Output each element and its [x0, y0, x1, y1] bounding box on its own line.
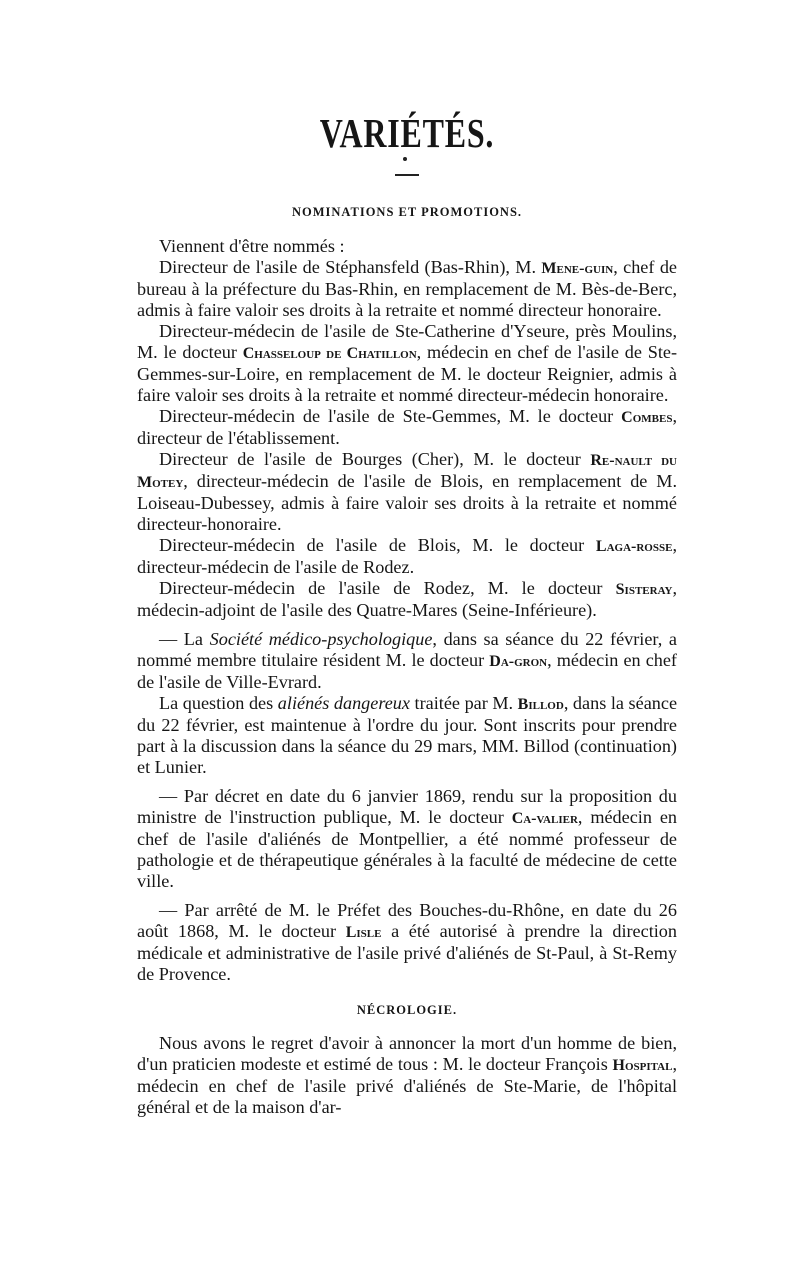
person-name: Chasseloup de Chatillon: [242, 345, 417, 362]
paragraph-text: a été autorisé à prendre la direction médicale et administrative de l'asile privé d'aliénés de St-Paul, à St-Remy de Provence.: [137, 921, 677, 984]
person-name: Lisle: [345, 924, 382, 941]
section-heading-necrologie: NÉCROLOGIE.: [356, 1003, 458, 1017]
paragraph-text: , directeur de l'établissement.: [137, 406, 677, 448]
paragraph-text: Nous avons le regret d'avoir à annoncer la mort d'un homme de bien, d'un praticien modeste et estimé de tous : M. le docteur François: [137, 1033, 677, 1074]
paragraph: [137, 257, 677, 321]
paragraph: [137, 321, 677, 406]
paragraph-text: — Par arrêté de M. le Préfet des Bouches-du-Rhône, en date du 26 août 1868, M. le docteur: [137, 900, 677, 941]
person-name: Combes: [621, 409, 673, 426]
ornament-dot: [403, 157, 407, 161]
paragraph: [137, 236, 677, 257]
paragraph-text: , médecin en chef de l'asile de Ville-Evrard.: [137, 650, 677, 692]
paragraph-text: Viennent d'être nommés :: [159, 236, 345, 256]
paragraph: [137, 406, 677, 449]
paragraph: [137, 786, 677, 892]
society-name: Société médico-psychologique: [209, 629, 433, 649]
paragraph-text: Directeur-médecin de l'asile de Rodez, M. le docteur: [159, 578, 616, 598]
paragraph-text: , médecin en chef de l'asile privé d'aliénés de Ste-Marie, de l'hôpital général et de la maison d'ar-: [137, 1054, 677, 1117]
title-rule: [395, 174, 419, 176]
paragraph: [137, 535, 677, 578]
paragraph-text: , médecin en chef de l'asile d'aliénés de Montpellier, a été nommé professeur de pathologie et de thérapeutique générales à la faculté de médecine de cette ville.: [137, 807, 677, 891]
paragraph: [137, 578, 677, 621]
section-heading-nominations: NOMINATIONS ET PROMOTIONS.: [291, 205, 523, 219]
necrologie-body: [137, 1033, 677, 1118]
paragraph: [137, 1033, 677, 1118]
person-name: Da-gron: [489, 653, 548, 670]
paragraph-text: , directeur-médecin de l'asile de Rodez.: [137, 535, 677, 577]
paragraph: [137, 629, 677, 693]
person-name: Billod: [517, 696, 564, 713]
paragraph-text: — La: [159, 629, 210, 649]
paragraph: [137, 900, 677, 985]
page-title: VARIÉTÉS.: [319, 110, 495, 156]
nominations-body: [137, 236, 677, 985]
paragraph-text: La question des: [159, 693, 278, 713]
paragraph-text: , dans sa séance du 22 février, a nommé membre titulaire résident M. le docteur: [137, 629, 677, 670]
paragraph-text: Directeur-médecin de l'asile de Ste-Catherine d'Yseure, près Moulins, M. le docteur: [137, 321, 677, 362]
person-name: Mene-guin: [541, 260, 614, 277]
paragraph-text: Directeur-médecin de l'asile de Blois, M. le docteur: [159, 535, 596, 555]
paragraph-text: , chef de bureau à la préfecture du Bas-Rhin, en remplacement de M. Bès-de-Berc, admis à faire valoir ses droits à la retraite et nommé directeur honoraire.: [137, 257, 677, 320]
paragraph-text: Directeur de l'asile de Stéphansfeld (Bas-Rhin), M.: [159, 257, 542, 277]
paragraph-text: Directeur-médecin de l'asile de Ste-Gemmes, M. le docteur: [159, 406, 622, 426]
person-name: Laga-rosse: [595, 538, 673, 555]
person-name: Sisteray: [615, 581, 673, 598]
person-name: Ca-valier: [511, 810, 578, 827]
paragraph-text: , directeur-médecin de l'asile de Blois, en remplacement de M. Loiseau-Dubessey, admis à faire valoir ses droits à la retraite et nommé directeur-honoraire.: [137, 471, 677, 534]
paragraph-text: Directeur de l'asile de Bourges (Cher), M. le docteur: [159, 449, 591, 469]
paragraph: [137, 693, 677, 778]
paragraph-text: , médecin-adjoint de l'asile des Quatre-Mares (Seine-Inférieure).: [137, 578, 677, 620]
person-name: Re-nault du Motey: [137, 452, 677, 491]
paragraph-text: , médecin en chef de l'asile de Ste-Gemmes-sur-Loire, en remplacement de M. le docteur Reignier, admis à faire valoir ses droits à la retraite et nommé directeur-médecin honoraire.: [137, 342, 677, 405]
person-name: Hospital: [612, 1057, 673, 1074]
topic-emphasis: aliénés dangereux: [277, 693, 410, 713]
paragraph-text: — Par décret en date du 6 janvier 1869, rendu sur la proposition du ministre de l'instruction publique, M. le docteur: [137, 786, 677, 827]
paragraph-text: , dans la séance du 22 février, est maintenue à l'ordre du jour. Sont inscrits pour prendre part à la discussion dans la séance du 29 mars, MM. Billod (continuation) et Lunier.: [137, 693, 678, 777]
paragraph-text: traitée par M.: [409, 693, 518, 713]
paragraph: [137, 449, 677, 535]
